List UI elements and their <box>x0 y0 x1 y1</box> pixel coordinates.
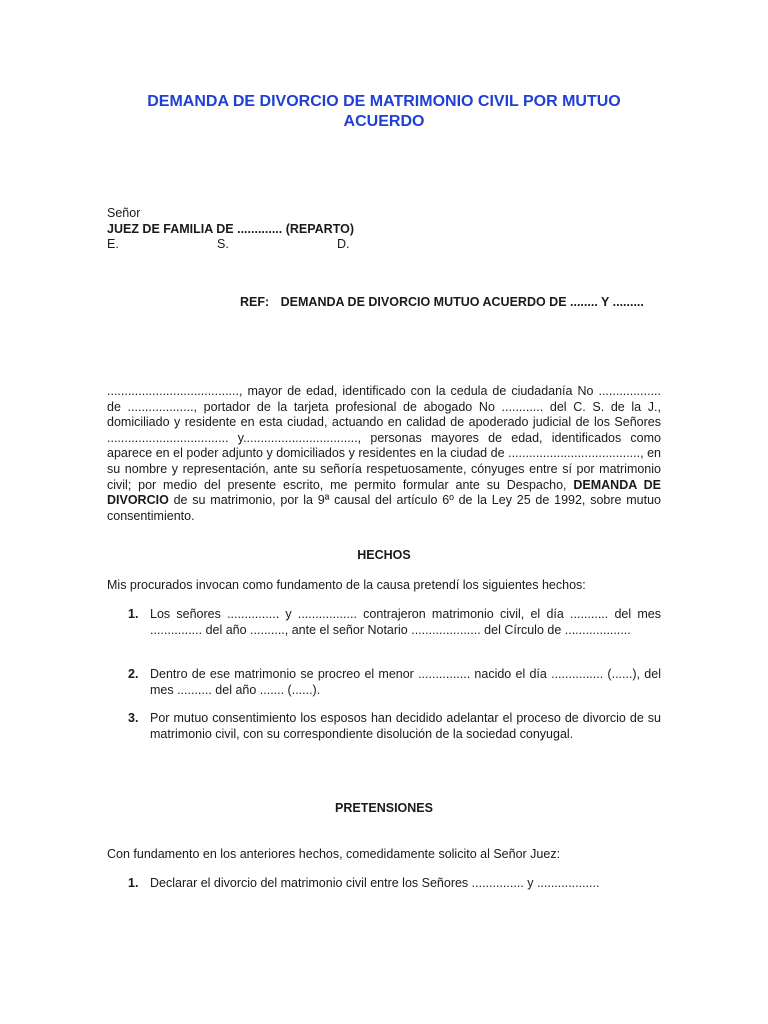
title-line-1: DEMANDA DE DIVORCIO DE MATRIMONIO CIVIL POR MUTUO <box>147 93 621 110</box>
esd-line <box>107 237 667 253</box>
judge-line: JUEZ DE FAMILIA DE ............. (REPARTO) <box>107 221 355 236</box>
item-number: 1. <box>128 607 139 621</box>
intro-part-2: de su matrimonio, por la 9ª causal del artículo 6º de la Ley 25 de 1992, sobre mutuo consentimiento. <box>107 493 661 523</box>
reference-text: DEMANDA DE DIVORCIO MUTUO ACUERDO DE ........ Y ......... <box>280 295 644 309</box>
pretensiones-item <box>128 876 661 892</box>
addressee-block <box>107 206 667 253</box>
hechos-heading: HECHOS <box>357 548 411 562</box>
item-text: Declarar el divorcio del matrimonio civil entre los Señores ............... y .................. <box>150 876 600 890</box>
item-number: 1. <box>128 876 139 890</box>
document-title <box>100 92 668 132</box>
salutation: Señor <box>107 206 141 220</box>
pretensiones-intro: Con fundamento en los anteriores hechos, comedidamente solicito al Señor Juez: <box>107 847 561 861</box>
intro-bold: DEMANDA DE DIVORCIO <box>107 477 661 508</box>
intro-part-1: ......................................, mayor de edad, identificado con la cedula de ciudadanía No .................. de ..................., portador de la tarjeta profesional de abogado No ............ del C. S. de la J., domiciliado y residente en esta ciudad, actuando en calidad de apoderado judicial de los Señores ................................... y................................., personas mayores de edad, identificados como aparece en el poder adjunto y domiciliados y residentes en la ciudad de ......................................, en su nombre y representación, ante su señoría respetuosamente, cónyuges entre sí por matrimonio civil; por medio del presente escrito, me permito formular ante su Despacho, <box>107 384 661 492</box>
title-line-2: ACUERDO <box>343 113 425 130</box>
esd-s: S. <box>217 237 229 251</box>
intro-paragraph <box>107 384 661 524</box>
item-number: 2. <box>128 667 139 681</box>
item-text: Los señores ............... y ................. contrajeron matrimonio civil, el día ........... del mes ............... del año .........., ante el señor Notario .................... del Círculo de ................... <box>150 607 661 637</box>
hechos-item <box>128 711 661 742</box>
item-number: 3. <box>128 711 139 725</box>
item-text: Dentro de ese matrimonio se procreo el menor ............... nacido el día ............... (......), del mes .......... del año ....... (......). <box>150 667 661 697</box>
hechos-item <box>128 607 661 638</box>
hechos-intro: Mis procurados invocan como fundamento de la causa pretendí los siguientes hechos: <box>107 578 586 592</box>
reference-label: REF: <box>240 295 270 309</box>
hechos-item <box>128 667 661 698</box>
pretensiones-heading: PRETENSIONES <box>335 801 433 815</box>
item-text: Por mutuo consentimiento los esposos han decidido adelantar el proceso de divorcio de su matrimonio civil, con su correspondiente disolución de la sociedad conyugal. <box>150 711 661 741</box>
esd-e: E. <box>107 237 119 251</box>
reference-line <box>240 295 644 309</box>
esd-d: D. <box>337 237 350 251</box>
